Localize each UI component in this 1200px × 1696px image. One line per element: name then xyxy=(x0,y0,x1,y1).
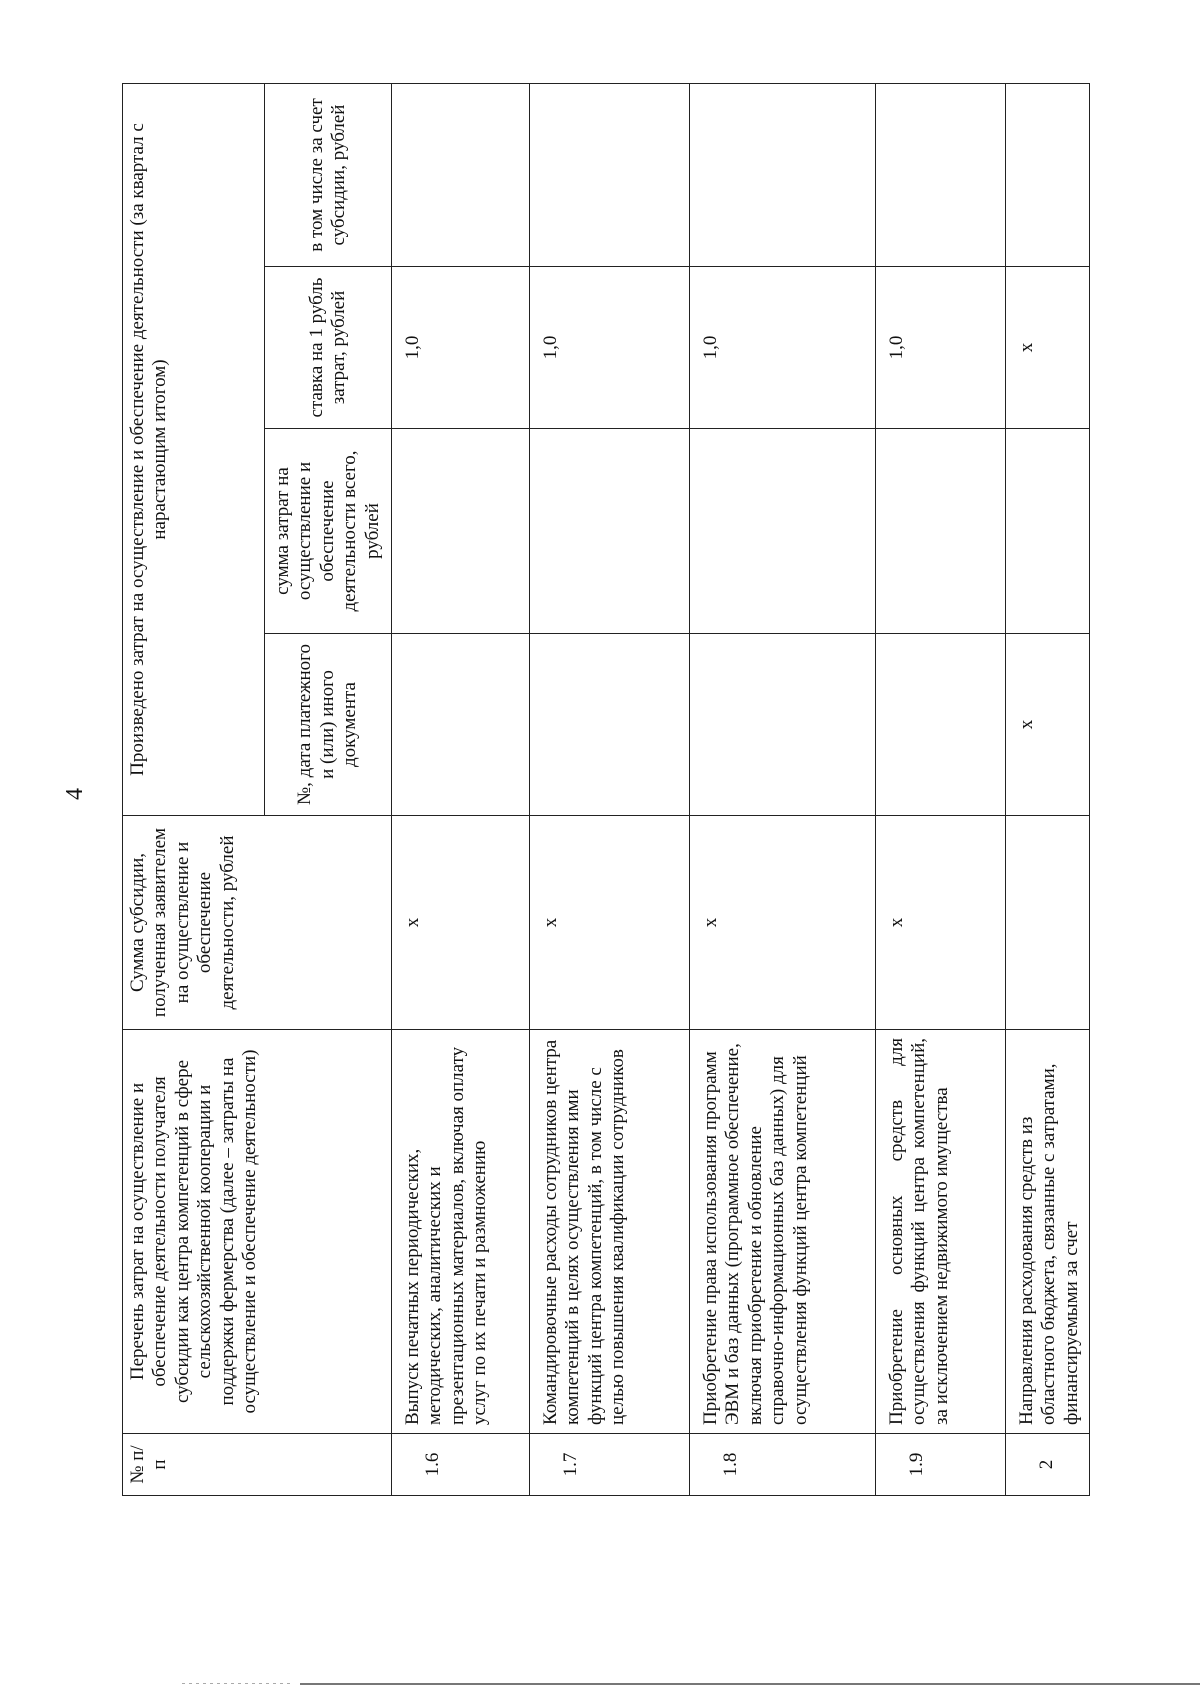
row-text: Выпуск печатных периодических, методических, аналитических и презентационных материалов, включая оплату услуг по их печати и размножению xyxy=(392,1030,530,1434)
row-text: Приобретение права использования программ ЭВМ и баз данных (программное обеспечение, включая приобретение и обновление справочно-информационных баз данных) для осуществления функций центра компетенций xyxy=(690,1030,876,1434)
row-subsidy: х xyxy=(530,816,690,1030)
row-text: Направления расходования средств из областного бюджета, связанные с затратами, финансируемыми за счет xyxy=(1006,1030,1090,1434)
page-number: 4 xyxy=(62,788,88,800)
row-subsidy: х xyxy=(876,816,1006,1030)
row-num: 1.9 xyxy=(876,1434,1006,1496)
table-row xyxy=(876,84,1006,1496)
row-incl xyxy=(1006,84,1090,267)
row-total xyxy=(530,429,690,634)
row-rate: х xyxy=(1006,267,1090,429)
table-row xyxy=(392,84,530,1496)
row-subsidy: х xyxy=(392,816,530,1030)
header-rate: ставка на 1 рубль затрат, рублей xyxy=(265,267,392,429)
scan-artifact-dots xyxy=(182,1683,292,1684)
row-total xyxy=(876,429,1006,634)
row-total xyxy=(1006,429,1090,634)
row-text: Командировочные расходы сотрудников центра компетенций в целях осуществления ими функций центра компетенций, в том числе с целью повышения квалификации сотрудников xyxy=(530,1030,690,1434)
expense-table xyxy=(122,83,1090,1496)
header-incl-subsidy: в том числе за счет субсидии, рублей xyxy=(265,84,392,267)
row-text: Приобретение основных средств для осуществления функций центра компетенций, за исключением недвижимого имущества xyxy=(876,1030,1006,1434)
row-incl xyxy=(690,84,876,267)
row-incl xyxy=(876,84,1006,267)
row-rate: 1,0 xyxy=(530,267,690,429)
row-subsidy: х xyxy=(690,816,876,1030)
header-doc: №, дата платежного и (или) иного документа xyxy=(265,634,392,816)
row-doc xyxy=(392,634,530,816)
row-incl xyxy=(530,84,690,267)
table-row xyxy=(530,84,690,1496)
row-subsidy xyxy=(1006,816,1090,1030)
row-total xyxy=(690,429,876,634)
row-doc xyxy=(690,634,876,816)
row-total xyxy=(392,429,530,634)
row-rate: 1,0 xyxy=(690,267,876,429)
row-incl xyxy=(392,84,530,267)
header-num: № п/п xyxy=(123,1434,392,1496)
row-rate: 1,0 xyxy=(392,267,530,429)
row-doc: х xyxy=(1006,634,1090,816)
row-doc xyxy=(530,634,690,816)
row-num: 2 xyxy=(1006,1434,1090,1496)
rotated-table-container xyxy=(122,84,1080,1496)
table-row xyxy=(690,84,876,1496)
row-num: 1.6 xyxy=(392,1434,530,1496)
row-doc xyxy=(876,634,1006,816)
row-num: 1.8 xyxy=(690,1434,876,1496)
table-row xyxy=(1006,84,1090,1496)
header-total: сумма затрат на осуществление и обеспечение деятельности всего, рублей xyxy=(265,429,392,634)
row-num: 1.7 xyxy=(530,1434,690,1496)
scan-artifact-line xyxy=(300,1683,1200,1685)
header-subsidy-sum: Сумма субсидии, полученная заявителем на осуществление и обеспечение деятельности, рублей xyxy=(123,816,392,1030)
header-expense-list: Перечень затрат на осуществление и обеспечение деятельности получателя субсидии как центра компетенций в сфере сельскохозяйственной кооперации и поддержки фермерства (далее – затраты на осуществление и обеспечение деятельности) xyxy=(123,1030,392,1434)
row-rate: 1,0 xyxy=(876,267,1006,429)
header-row xyxy=(123,84,265,1496)
header-produced-group: Произведено затрат на осуществление и обеспечение деятельности (за квартал с нарастающим итогом) xyxy=(123,84,265,816)
